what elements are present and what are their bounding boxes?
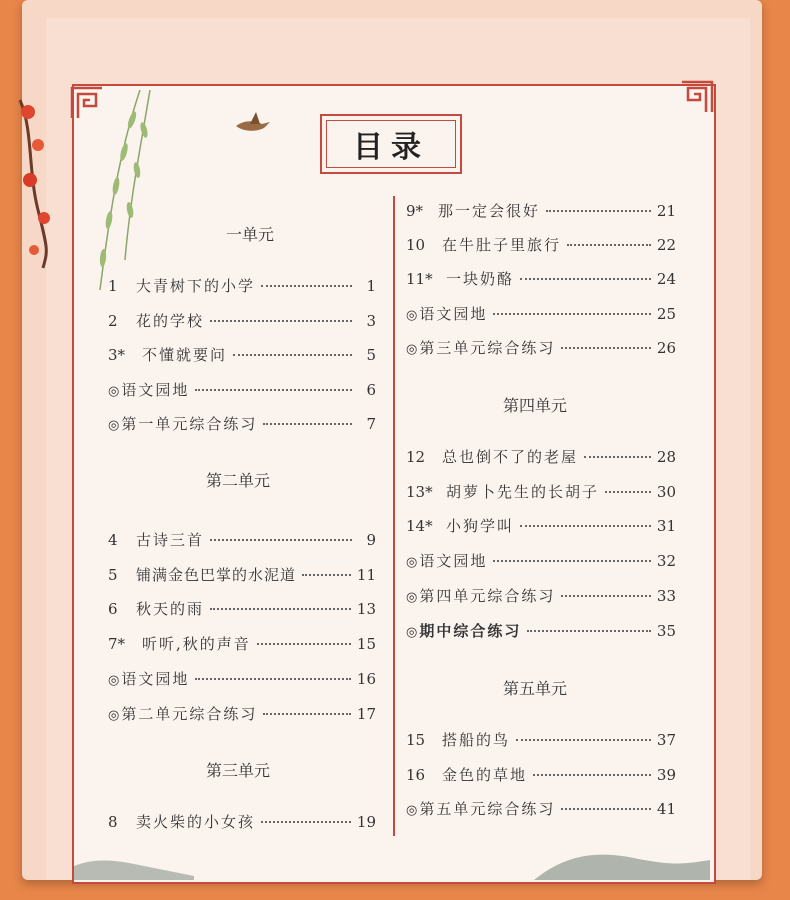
toc-entry[interactable]: 15 搭船的鸟 37 (406, 731, 676, 749)
toc-entry[interactable]: 8 卖火柴的小女孩 19 (108, 813, 376, 831)
toc-entry[interactable]: ◎ 第五单元综合练习 41 (406, 800, 676, 818)
unit-heading: 第五单元 (503, 679, 568, 698)
toc-entry[interactable]: 1 大青树下的小学 1 (108, 277, 376, 295)
toc-entry[interactable]: 16 金色的草地 39 (406, 766, 676, 784)
toc-entry[interactable]: ◎ 语文园地 25 (406, 305, 676, 323)
toc-entry[interactable]: ◎ 第二单元综合练习 17 (108, 705, 376, 723)
page-title: 目录 (353, 130, 429, 165)
toc-entry[interactable]: 14* 小狗学叫 31 (406, 517, 676, 535)
toc-entry[interactable]: 5 铺满金色巴掌的水泥道 11 (108, 566, 376, 584)
unit-heading: 第三单元 (206, 761, 271, 780)
bird-icon (232, 110, 272, 136)
toc-entry[interactable]: 4 古诗三首 9 (108, 531, 376, 549)
toc-entry[interactable]: ◎ 语文园地 16 (108, 670, 376, 688)
toc-entry[interactable]: ◎ 语文园地 6 (108, 381, 376, 399)
toc-entry[interactable]: 7* 听听,秋的声音 15 (108, 635, 376, 653)
toc-entry[interactable]: 10 在牛肚子里旅行 22 (406, 236, 676, 254)
mountain-landscape-decoration (74, 846, 710, 880)
toc-title-box (320, 114, 462, 174)
toc-entry[interactable]: ◎ 语文园地 32 (406, 552, 676, 570)
toc-entry[interactable]: 9* 那一定会很好 21 (406, 202, 676, 220)
unit-heading: 一单元 (226, 225, 275, 244)
column-divider (393, 196, 395, 836)
unit-heading: 第四单元 (503, 396, 568, 415)
toc-entry[interactable]: ◎ 第一单元综合练习 7 (108, 415, 376, 433)
toc-entry[interactable]: 13* 胡萝卜先生的长胡子 30 (406, 483, 676, 501)
toc-entry[interactable]: 11* 一块奶酪 24 (406, 270, 676, 288)
toc-entry[interactable]: ◎ 第三单元综合练习 26 (406, 339, 676, 357)
toc-entry[interactable]: 12 总也倒不了的老屋 28 (406, 448, 676, 466)
unit-heading: 第二单元 (206, 471, 271, 490)
plum-blossom-decoration (18, 90, 58, 270)
toc-entry[interactable]: 6 秋天的雨 13 (108, 600, 376, 618)
toc-entry[interactable]: ◎ 第四单元综合练习 33 (406, 587, 676, 605)
toc-entry[interactable]: 2 花的学校 3 (108, 312, 376, 330)
willow-branch-decoration (80, 90, 170, 290)
toc-entry[interactable]: 3* 不懂就要问 5 (108, 346, 376, 364)
toc-entry-midterm[interactable]: ◎ 期中综合练习 35 (406, 622, 676, 640)
corner-ornament-icon (680, 80, 714, 114)
